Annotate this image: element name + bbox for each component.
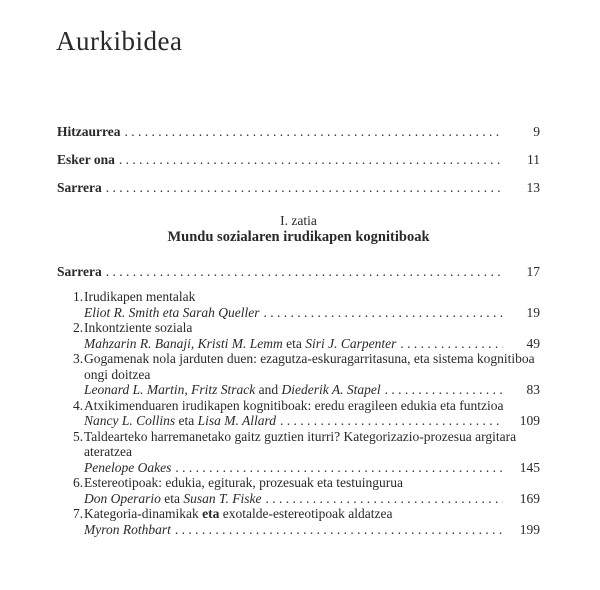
chapter-authors [84, 382, 381, 398]
entry-page-number: 19 [526, 304, 540, 320]
chapter-title-row [73, 428, 540, 460]
chapter-entry [57, 429, 540, 476]
chapter-author-row [84, 491, 540, 507]
text-segment: Atxikimenduaren irudikapen kognitiboak: eredu eragileen edukia eta funtzioa [84, 397, 504, 413]
dot-leader [106, 180, 503, 195]
text-segment: Inkontziente soziala [84, 320, 193, 335]
chapter-author-row [84, 413, 540, 429]
chapter-list [57, 289, 540, 537]
part-title: Mundu sozialaren irudikapen kognitiboak [167, 229, 430, 245]
entry-page-number: 145 [519, 459, 540, 475]
dot-leader [175, 460, 503, 476]
entry-page-number: 13 [526, 180, 540, 195]
text-segment: eta [175, 413, 198, 428]
entry-page-number: 9 [533, 124, 540, 139]
text-segment: Kategoria-dinamikak [84, 506, 203, 521]
text-segment: Lisa M. Allard [197, 413, 277, 428]
chapter-authors [84, 305, 259, 321]
text-segment: eta [160, 490, 184, 506]
chapter-author-row [84, 382, 540, 398]
chapter-number: 1. [73, 289, 84, 304]
text-segment: Siri J. Carpenter [305, 335, 397, 351]
toc-entry [57, 264, 540, 279]
chapter-title [84, 475, 403, 490]
entry-label: Sarrera [57, 264, 102, 279]
entry-label: Esker ona [57, 152, 115, 167]
dot-leader [119, 152, 503, 167]
chapter-author-row [84, 522, 540, 538]
toc-entry [57, 152, 540, 167]
chapter-title [84, 351, 535, 382]
entry-page-number: 83 [526, 382, 540, 397]
text-segment: Estereotipoak: edukia, egiturak, prozesuak eta testuingurua [84, 475, 404, 490]
entry-page-number: 17 [526, 264, 540, 279]
chapter-title-row [73, 506, 540, 522]
chapter-authors [84, 460, 171, 476]
toc-entry [57, 180, 540, 195]
chapter-title-row [73, 289, 540, 305]
text-segment: Eliot R. Smith eta Sarah Queller [84, 304, 260, 320]
text-segment: Diederik A. Stapel [281, 382, 381, 397]
chapter-number: 2. [73, 320, 84, 335]
chapter-entry [57, 398, 540, 429]
table-of-contents [57, 0, 540, 590]
part-label: I. zatia [280, 213, 317, 228]
text-segment: Nancy L. Collins [84, 413, 176, 428]
text-segment: Penelope Oakes [84, 459, 172, 475]
dot-leader [280, 413, 503, 429]
chapter-authors [84, 413, 276, 429]
dot-leader [266, 491, 504, 507]
text-segment: Leonard L. Martin, Fritz Strack [84, 382, 256, 397]
chapter-title [84, 398, 503, 413]
chapter-entry [57, 506, 540, 537]
chapter-title-row [73, 351, 540, 382]
chapter-title [84, 289, 195, 304]
text-segment: Gogamenak nola jarduten duen: ezagutza-eskuragarritasuna, eta sistema kognitiboa ongi doitzea [84, 351, 535, 382]
chapter-authors [84, 491, 262, 507]
chapter-title [84, 320, 192, 335]
chapter-authors [84, 336, 396, 352]
text-segment: Myron Rothbart [84, 521, 171, 537]
entry-label: Sarrera [57, 180, 102, 195]
dot-leader [385, 382, 503, 398]
dot-leader [106, 264, 503, 279]
text-segment: eta [202, 506, 220, 521]
chapter-title [84, 506, 393, 521]
chapter-entry [57, 320, 540, 351]
chapter-title-row [73, 397, 540, 414]
text-segment: Mahzarin R. Banaji, Kristi M. Lemm [84, 335, 283, 351]
chapter-number: 3. [73, 351, 84, 366]
toc-entry [57, 124, 540, 139]
text-segment: Taldearteko harremanetako gaitz guztien iturri? Kategorizazio-prozesua argitara ateratzea [84, 428, 517, 459]
chapter-authors [84, 522, 171, 538]
chapter-entry [57, 289, 540, 320]
dot-leader [263, 305, 503, 321]
chapter-title [84, 429, 516, 460]
text-segment: Don Operario [84, 490, 161, 506]
text-segment: Irudikapen mentalak [84, 289, 196, 304]
intro-entry [57, 264, 540, 279]
entry-page-number: 11 [527, 152, 540, 167]
chapter-number: 5. [73, 428, 84, 444]
part-heading [57, 212, 540, 246]
chapter-number: 6. [73, 475, 84, 490]
chapter-number: 7. [73, 506, 84, 521]
dot-leader [175, 522, 503, 538]
page-title: Aurkibidea [56, 26, 183, 56]
chapter-author-row [84, 305, 540, 321]
chapter-entry [57, 351, 540, 398]
front-matter [57, 124, 540, 208]
chapter-entry [57, 475, 540, 506]
text-segment: exotalde-estereotipoak aldatzea [219, 506, 393, 521]
chapter-author-row [84, 336, 540, 352]
entry-page-number: 109 [519, 413, 540, 428]
entry-page-number: 199 [519, 521, 540, 537]
entry-label: Hitzaurrea [57, 124, 121, 139]
text-segment: Susan T. Fiske [183, 490, 262, 506]
entry-page-number: 169 [519, 490, 540, 506]
dot-leader [124, 124, 503, 139]
chapter-author-row [84, 460, 540, 476]
chapter-title-row [73, 475, 540, 491]
dot-leader [400, 336, 503, 352]
text-segment: eta [282, 335, 306, 351]
chapter-title-row [73, 320, 540, 336]
entry-page-number: 49 [526, 335, 540, 351]
text-segment: and [255, 382, 282, 397]
chapter-number: 4. [73, 397, 84, 413]
